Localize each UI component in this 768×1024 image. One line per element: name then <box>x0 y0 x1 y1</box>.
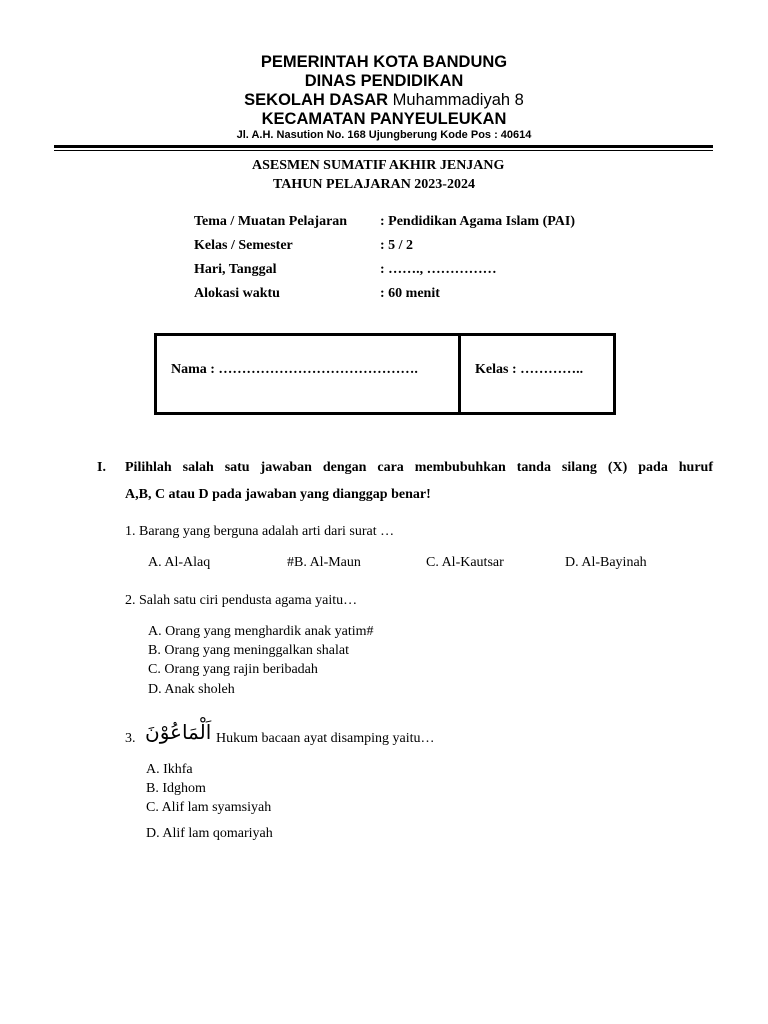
question-3-option-d: D. Alif lam qomariyah <box>146 826 273 841</box>
question-2-option-c: C. Orang yang rajin beribadah <box>148 662 318 677</box>
header-school-prefix: SEKOLAH DASAR <box>244 91 389 109</box>
header-school <box>0 90 768 110</box>
info-class-label: Kelas / Semester <box>194 238 293 253</box>
header-rule-thick <box>54 145 713 148</box>
question-1-option-c: C. Al-Kautsar <box>426 555 504 570</box>
info-day-label: Hari, Tanggal <box>194 262 277 277</box>
info-time-value: : 60 menit <box>380 286 440 301</box>
header-rule-thin <box>54 150 713 151</box>
exam-year: TAHUN PELAJARAN 2023-2024 <box>273 177 475 192</box>
question-2-text: 2. Salah satu ciri pendusta agama yaitu… <box>125 593 358 608</box>
student-class-field: Kelas : ………….. <box>475 362 584 377</box>
question-3-text: Hukum bacaan ayat disamping yaitu… <box>216 731 435 746</box>
student-box-divider <box>458 336 461 412</box>
question-3-number: 3. <box>125 731 136 746</box>
header-district: KECAMATAN PANYEULEUKAN <box>261 110 507 128</box>
header-government: PEMERINTAH KOTA BANDUNG <box>260 53 508 71</box>
info-class-value: : 5 / 2 <box>380 238 414 253</box>
question-2-option-a: A. Orang yang menghardik anak yatim# <box>148 624 374 639</box>
section-number: I. <box>97 460 106 475</box>
section-instruction-line2: A,B, C atau D pada jawaban yang dianggap benar! <box>125 487 431 502</box>
question-3-option-a: A. Ikhfa <box>146 762 193 777</box>
question-1-option-a: A. Al-Alaq <box>148 555 211 570</box>
question-3-option-b: B. Idghom <box>146 781 206 796</box>
header-address: Jl. A.H. Nasution No. 168 Ujungberung Kode Pos : 40614 <box>236 129 532 141</box>
question-1-text: 1. Barang yang berguna adalah arti dari surat … <box>125 524 395 539</box>
exam-title: ASESMEN SUMATIF AKHIR JENJANG <box>252 158 505 173</box>
info-subject-value: : Pendidikan Agama Islam (PAI) <box>380 214 575 229</box>
question-1-option-d: D. Al-Bayinah <box>565 555 647 570</box>
question-2-option-d: D. Anak sholeh <box>148 682 235 697</box>
question-1-option-b: #B. Al-Maun <box>287 555 361 570</box>
info-time-label: Alokasi waktu <box>194 286 280 301</box>
header-agency: DINAS PENDIDIKAN <box>304 72 464 90</box>
question-2-option-b: B. Orang yang meninggalkan shalat <box>148 643 350 658</box>
student-name-field: Nama : ……………………………………. <box>171 362 418 377</box>
student-identity-box <box>154 333 616 415</box>
info-subject-label: Tema / Muatan Pelajaran <box>194 214 348 229</box>
info-day-value: : ……., …………… <box>380 262 497 277</box>
question-3-option-c: C. Alif lam syamsiyah <box>146 800 272 815</box>
header-school-name: Muhammadiyah 8 <box>388 91 524 109</box>
section-instruction-line1: Pilihlah salah satu jawaban dengan cara membubuhkan tanda silang (X) pada huruf <box>125 460 713 475</box>
question-3-arabic-verse: اَلْمَاعُوْنَ <box>145 720 212 744</box>
